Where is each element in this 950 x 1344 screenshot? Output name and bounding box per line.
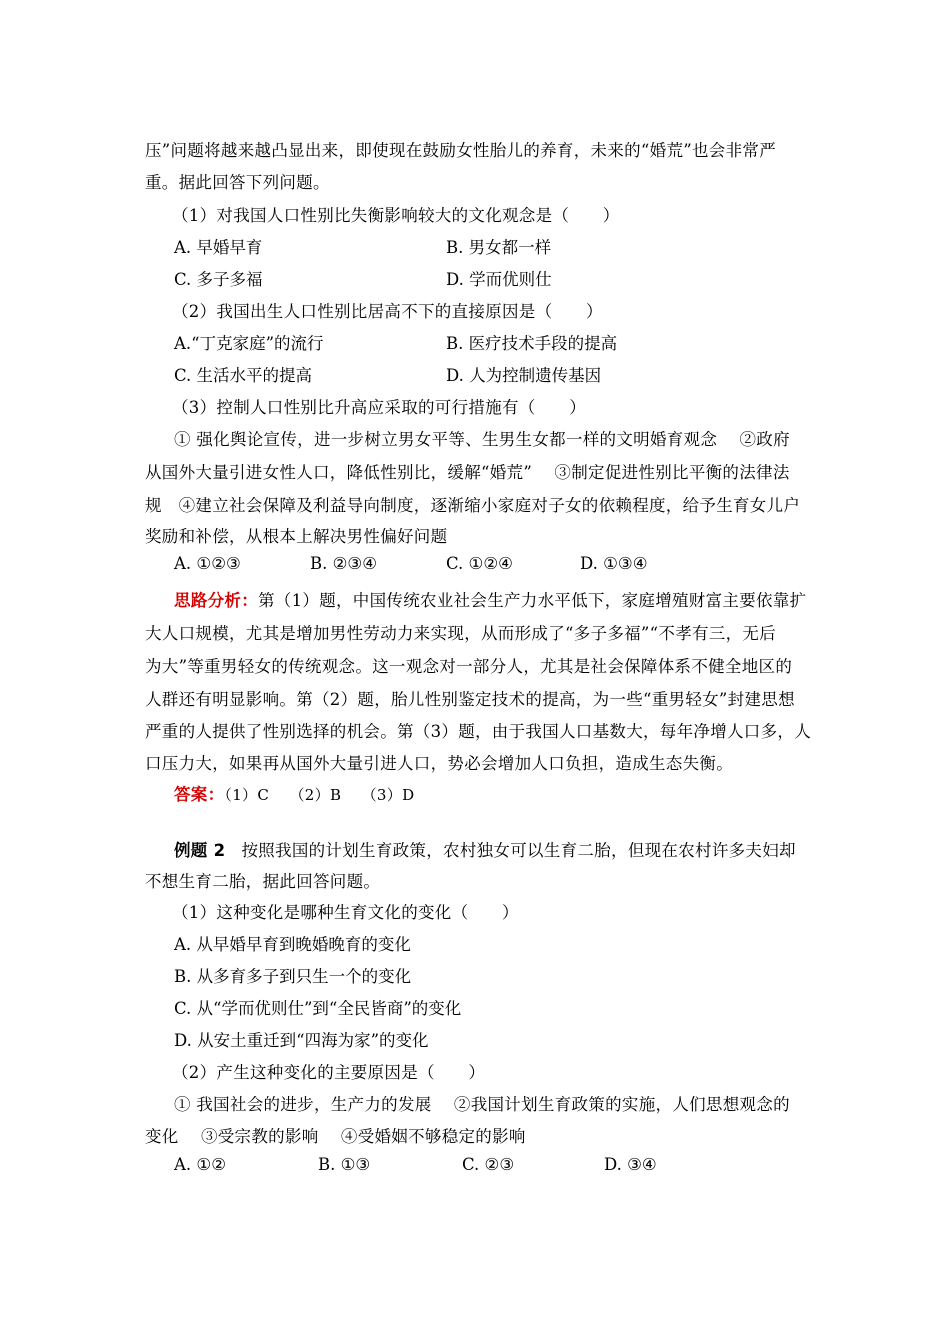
example-2-question-2-item-line: 变化 ③受宗教的影响 ④受婚姻不够稳定的影响 xyxy=(145,1127,526,1146)
option-d: D. ①③④ xyxy=(580,554,648,573)
example-2-line xyxy=(174,837,796,861)
option-d: D. ③④ xyxy=(604,1155,657,1174)
paragraph-line: 压”问题将越来越凸显出来，即使现在鼓励女性胎儿的养育，未来的“婚荒”也会非常严 xyxy=(145,141,777,160)
option-b: B. 医疗技术手段的提高 xyxy=(446,334,618,353)
example-2-question-2-item-line: ① 我国社会的进步，生产力的发展 ②我国计划生育政策的实施，人们思想观念的 xyxy=(174,1095,790,1114)
analysis-line xyxy=(174,587,806,611)
example-2-question-2-stem: （2）产生这种变化的主要原因是（ ） xyxy=(172,1063,486,1082)
answer-label: 答案： xyxy=(174,785,225,804)
option-a: A. 从早婚早育到晚婚晚育的变化 xyxy=(174,935,411,954)
question-3-stem: （3）控制人口性别比升高应采取的可行措施有（ ） xyxy=(172,398,586,417)
answer-line xyxy=(174,781,414,805)
option-c: C. 生活水平的提高 xyxy=(174,366,313,385)
question-3-item-line: ① 强化舆论宣传，进一步树立男女平等、生男生女都一样的文明婚育观念 ②政府 xyxy=(174,430,790,449)
option-b: B. ②③④ xyxy=(310,554,377,573)
question-2-stem: （2）我国出生人口性别比居高不下的直接原因是（ ） xyxy=(172,302,603,321)
option-d: D. 学而优则仕 xyxy=(446,270,552,289)
analysis-line: 口压力大，如果再从国外大量引进人口，势必会增加人口负担，造成生态失衡。 xyxy=(145,754,733,773)
example-2-text: 按照我国的计划生育政策，农村独女可以生育二胎，但现在农村许多夫妇却 xyxy=(241,841,796,860)
analysis-line: 为大”等重男轻女的传统观念。这一观念对一部分人，尤其是社会保障体系不健全地区的 xyxy=(145,657,793,676)
analysis-line: 严重的人提供了性别选择的机会。第（3）题，由于我国人口基数大，每年净增人口多，人 xyxy=(145,722,811,741)
option-b: B. 男女都一样 xyxy=(446,238,552,257)
example-2-question-1-stem: （1）这种变化是哪种生育文化的变化（ ） xyxy=(172,903,519,922)
option-d: D. 人为控制遗传基因 xyxy=(446,366,602,385)
analysis-line: 大人口规模，尤其是增加男性劳动力来实现，从而形成了“多子多福”“不孝有三，无后 xyxy=(145,624,777,643)
example-2-line: 不想生育二胎，据此回答问题。 xyxy=(145,872,381,891)
paragraph-line: 重。据此回答下列问题。 xyxy=(145,173,330,192)
option-c: C. 从“学而优则仕”到“全民皆商”的变化 xyxy=(174,999,462,1018)
question-3-item-line: 奖励和补偿，从根本上解决男性偏好问题 xyxy=(145,527,448,546)
analysis-line: 人群还有明显影响。第（2）题，胎儿性别鉴定技术的提高，为一些“重男轻女”封建思想 xyxy=(145,690,795,709)
answer-text: （1）C （2）B （3）D xyxy=(224,786,415,804)
option-c: C. 多子多福 xyxy=(174,270,263,289)
option-d: D. 从安土重迁到“四海为家”的变化 xyxy=(174,1031,429,1050)
question-1-stem: （1）对我国人口性别比失衡影响较大的文化观念是（ ） xyxy=(172,206,620,225)
option-b: B. 从多育多子到只生一个的变化 xyxy=(174,967,412,986)
analysis-text: 第（1）题，中国传统农业社会生产力水平低下，家庭增殖财富主要依靠扩 xyxy=(258,591,807,610)
option-c: C. ①②④ xyxy=(446,554,513,573)
question-3-item-line: 规 ④建立社会保障及利益导向制度，逐渐缩小家庭对子女的依赖程度，给予生育女儿户 xyxy=(145,496,801,515)
option-a: A.“丁克家庭”的流行 xyxy=(174,334,324,353)
option-a: A. ①②③ xyxy=(174,554,241,573)
question-3-item-line: 从国外大量引进女性人口，降低性别比，缓解“婚荒” ③制定促进性别比平衡的法律法 xyxy=(145,463,790,482)
option-c: C. ②③ xyxy=(462,1155,515,1174)
example-2-label: 例题 2 xyxy=(174,841,226,860)
option-b: B. ①③ xyxy=(318,1155,371,1174)
analysis-label: 思路分析： xyxy=(174,591,258,610)
option-a: A. 早婚早育 xyxy=(174,238,263,257)
option-a: A. ①② xyxy=(174,1155,226,1174)
